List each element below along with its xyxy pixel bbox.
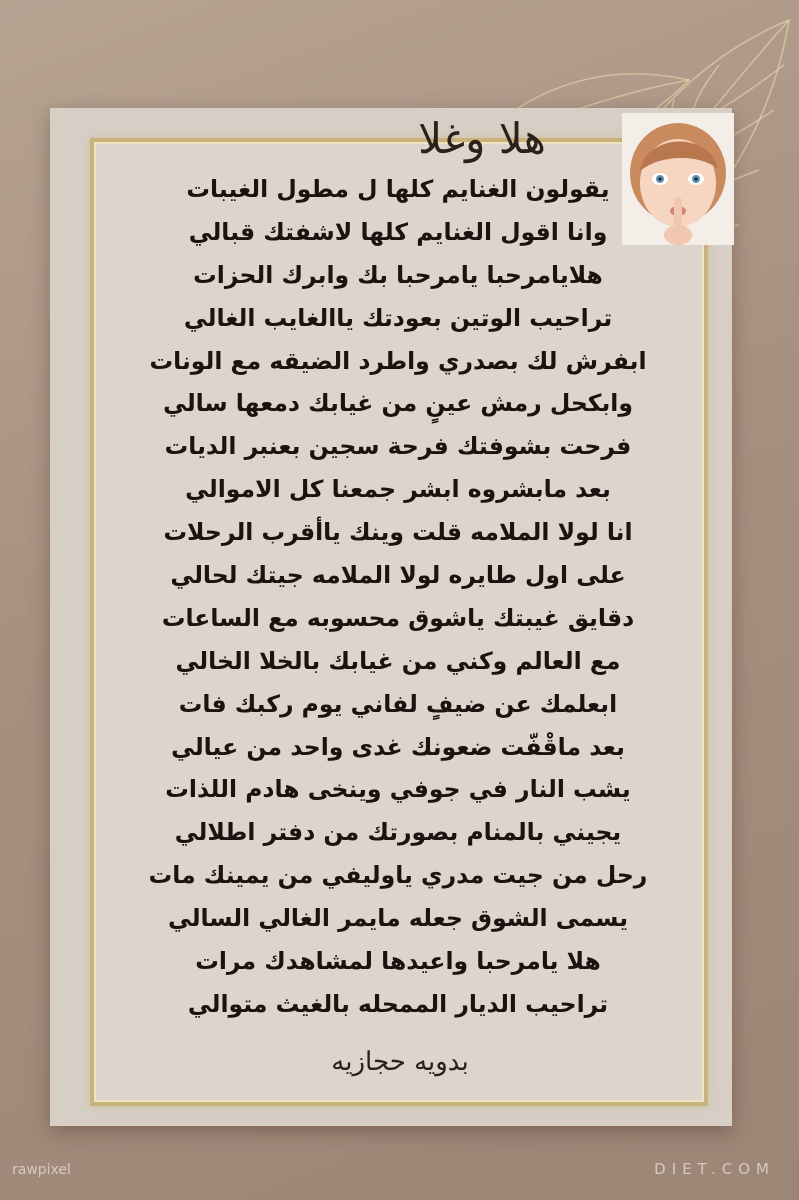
poem-line: بعد ماقْفّت ضعونك غدى واحد من عيالي <box>171 732 625 761</box>
poem-line: على اول طايره لولا الملامه جيتك لحالي <box>170 561 626 590</box>
poem-line: ابفرش لك بصدري واطرد الضيقه مع الونات <box>149 346 647 375</box>
poem-line: يسمى الشوق جعله مايمر الغالي السالي <box>167 904 629 933</box>
poem-line: تراحيب الوتين بعودتك ياالغايب الغالي <box>183 303 613 332</box>
watermark-right: DIET.COM <box>654 1160 775 1178</box>
watermark-left: rawpixel <box>12 1162 71 1178</box>
poem-line: انا لولا الملامه قلت وينك ياأقرب الرحلات <box>163 518 633 547</box>
poem-line: مع العالم وكني من غيابك بالخلا الخالي <box>175 646 621 675</box>
poem-line: دقايق غيبتك ياشوق محسوبه مع الساعات <box>161 603 635 632</box>
poem-line: يقولون الغنايم كلها ل مطول الغيبات <box>186 175 610 203</box>
poem-line: بعد مابشروه ابشر جمعنا كل الاموالي <box>185 475 611 504</box>
poem-text <box>130 168 666 1026</box>
poem-line: وابكحل رمش عينٍ من غيابك دمعها سالي <box>163 389 633 418</box>
poem-line: وانا اقول الغنايم كلها لاشفتك قبالي <box>188 217 608 246</box>
poem-line: هلا يامرحبا واعيدها لمشاهدك مرات <box>195 947 601 976</box>
poem-line: رحل من جيت مدري ياوليفي من يمينك مات <box>148 861 648 890</box>
poem-line: يشب النار في جوفي وينخى هادم اللذات <box>165 775 631 804</box>
poem-line: هلايامرحبا يامرحبا بك وابرك الحزات <box>193 260 603 289</box>
poem-line: تراحيب الديار الممحله بالغيث متوالي <box>187 989 609 1018</box>
poem-line: ابعلمك عن ضيفٍ لفاني يوم ركبك فات <box>178 689 618 718</box>
poem-line: فرحت بشوفتك فرحة سجين بعنبر الديات <box>164 432 632 461</box>
poem-line: يجيني بالمنام بصورتك من دفتر اطلالي <box>174 818 622 847</box>
author-signature: بدويه حجازيه <box>331 1047 469 1077</box>
greeting-title: هلا وغلا <box>418 114 546 163</box>
